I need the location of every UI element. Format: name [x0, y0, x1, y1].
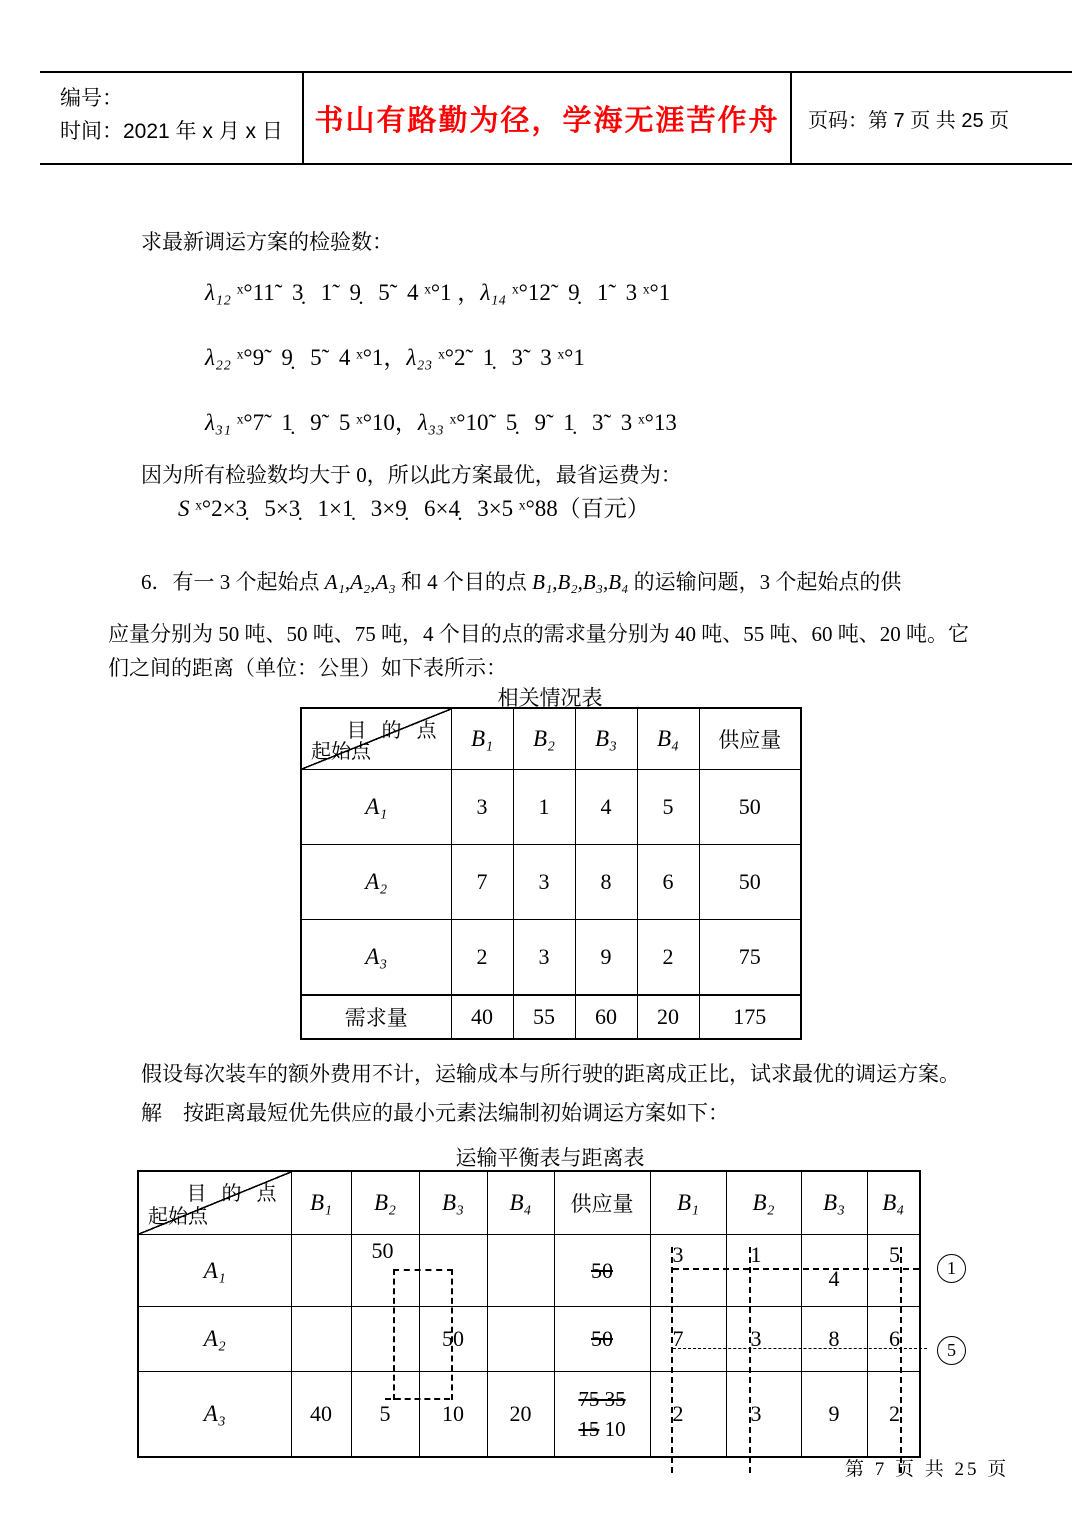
problem6-line-2: 应量分别为 50 吨、50 吨、75 吨，4 个目的点的需求量分别为 40 吨、55 吨、60 吨、20 吨。它: [108, 622, 969, 646]
table-cell: 5: [351, 1372, 419, 1458]
table-cell: 50: [699, 770, 801, 845]
distance-cell: 7: [650, 1307, 726, 1372]
table-cell: [487, 1307, 554, 1372]
col-header-supply: 供应量: [554, 1171, 650, 1235]
table1-title: 相关情况表: [497, 686, 603, 710]
circled-step-number-5: 5: [937, 1336, 966, 1365]
table-cell: 75: [699, 920, 801, 996]
table-cell: 10: [419, 1372, 487, 1458]
table-cell: 50: [351, 1235, 419, 1307]
table-row: [301, 845, 801, 920]
distance-cell: 6: [867, 1307, 920, 1372]
distance-dashed-horizontal-row2: [673, 1348, 927, 1349]
problem6-line-1: 6．有一 3 个起始点 A₁,A₂,A₃ 和 4 个目的点 B₁,B₂,B₃,B₄ 的运输问题，3 个起始点的供: [141, 570, 902, 594]
diagonal-header-cell: [138, 1171, 291, 1235]
table1-header-row: [301, 708, 801, 770]
problem6-line-3: 们之间的距离（单位：公里）如下表所示：: [108, 656, 507, 680]
col-header-supply: 供应量: [699, 708, 801, 770]
row-label-a1: A₁: [301, 770, 451, 845]
distance-cell: 9: [801, 1372, 867, 1458]
balance-distance-table-wrapper: [137, 1170, 956, 1450]
header-left-cell: [40, 73, 302, 163]
formula-line-3: λ₃₁ ˣ°7̃ 1̣ 9̃ 5 ˣ°10，λ₃₃ ˣ°10̃ 5̣ 9̃ 1̣ 3̃ 3 ˣ°13: [205, 410, 677, 435]
row-label-a2: A₂: [301, 845, 451, 920]
formula-line-2: λ₂₂ ˣ°9̃ 9̣ 5̃ 4 ˣ°1，λ₂₃ ˣ°2̃ 1̣ 3̃ 3 ˣ°1: [205, 345, 585, 370]
distance-dashed-vertical-1: [671, 1247, 673, 1473]
table-cell: 2: [451, 920, 513, 996]
table-cell: 20: [637, 995, 699, 1039]
table-row: [138, 1235, 920, 1307]
col-header-b1: B₁: [291, 1171, 351, 1235]
col-header-b1: B₁: [451, 708, 513, 770]
row-label-a3: A₃: [301, 920, 451, 996]
table-cell: 20: [487, 1372, 554, 1458]
supply-line-1: 75 35: [578, 1387, 626, 1411]
table-cell: 50: [699, 845, 801, 920]
supply-line-2: 15 10: [578, 1417, 626, 1441]
doc-number-label: 编号：: [60, 87, 123, 110]
col-header-dist-b1: B₁: [650, 1171, 726, 1235]
page-number-label: 页码：第 7 页 共 25 页: [808, 109, 1010, 132]
solve-paragraph: 解 按距离最短优先供应的最小元素法编制初始调运方案如下：: [141, 1101, 729, 1125]
conclusion-paragraph: 因为所有检验数均大于 0，所以此方案最优，最省运费为：: [141, 463, 682, 487]
related-situation-table: [300, 707, 802, 1040]
table-cell: 3: [513, 845, 575, 920]
distance-cell: 8: [801, 1307, 867, 1372]
table-cell: 5: [637, 770, 699, 845]
row-label-a1: A₁: [138, 1235, 291, 1307]
table-cell: 40: [291, 1372, 351, 1458]
distance-cell: [801, 1235, 867, 1307]
diag-label-origin: 起始点: [148, 1206, 208, 1228]
diag-label-destination: 目 的 点: [346, 720, 442, 742]
table-row: [138, 1372, 920, 1458]
table-cell: 2: [637, 920, 699, 996]
table-cell: 60: [575, 995, 637, 1039]
table-row: [138, 1307, 920, 1372]
page-footer: 第 7 页 共 25 页: [845, 1459, 1010, 1480]
distance-cell: 2: [650, 1372, 726, 1458]
supply-cell: [554, 1372, 650, 1458]
col-header-b2: B₂: [351, 1171, 419, 1235]
motto-text: 书山有路勤为径，学海无涯苦作舟: [302, 73, 792, 163]
distance-cell: 5: [867, 1235, 920, 1307]
table-cell: 6: [637, 845, 699, 920]
balance-loop-rectangle: [393, 1269, 453, 1400]
table-cell: 3: [513, 920, 575, 996]
table2-header-row: [138, 1171, 920, 1235]
table-cell: 40: [451, 995, 513, 1039]
table-row: [301, 770, 801, 845]
supply-cell: 50: [554, 1307, 650, 1372]
balance-loop-bottom-segment: [385, 1398, 450, 1400]
distance-dashed-vertical-2: [749, 1247, 751, 1473]
balance-distance-table: [137, 1170, 921, 1458]
page-header: [40, 71, 1072, 165]
table-cell: 175: [699, 995, 801, 1039]
distance-dashed-horizontal-row1: [673, 1268, 919, 1270]
col-header-b3: B₃: [575, 708, 637, 770]
doc-date-label: 时间：2021 年 x 月 x 日: [60, 120, 283, 143]
table1-demand-row: [301, 995, 801, 1039]
distance-value: 4: [828, 1266, 840, 1291]
table-cell: 50: [419, 1307, 487, 1372]
distance-cell: 1: [726, 1235, 801, 1307]
distance-cell: 2: [867, 1372, 920, 1458]
table-cell: 55: [513, 995, 575, 1039]
diag-label-destination: 目 的 点: [186, 1183, 282, 1205]
intro-paragraph: 求最新调运方案的检验数：: [141, 230, 393, 254]
table-cell: [487, 1235, 554, 1307]
diag-label-origin: 起始点: [311, 741, 371, 763]
table-cell: 3: [451, 770, 513, 845]
col-header-b3: B₃: [419, 1171, 487, 1235]
col-header-b2: B₂: [513, 708, 575, 770]
table-cell: 7: [451, 845, 513, 920]
row-label-demand: 需求量: [301, 995, 451, 1039]
row-label-a3: A₃: [138, 1372, 291, 1458]
col-header-b4: B₄: [487, 1171, 554, 1235]
distance-cell: 3: [650, 1235, 726, 1307]
formula-line-1: λ₁₂ ˣ°11̃ 3̣ 1̃ 9̣ 5̃ 4 ˣ°1 ，λ₁₄ ˣ°12̃ 9̣ 1̃ 3 ˣ°1: [205, 280, 671, 305]
table-cell: 4: [575, 770, 637, 845]
table-cell: [291, 1235, 351, 1307]
row-label-a2: A₂: [138, 1307, 291, 1372]
col-header-dist-b2: B₂: [726, 1171, 801, 1235]
supply-cell: 50: [554, 1235, 650, 1307]
cost-formula: S ˣ°2×3̣ 5×3̣ 1×1̣ 3×9̣ 6×4̣ 3×5 ˣ°88（百元）: [178, 496, 650, 521]
table-cell: [291, 1307, 351, 1372]
table-cell: 1: [513, 770, 575, 845]
col-header-b4: B₄: [637, 708, 699, 770]
distance-cell: 3: [726, 1307, 801, 1372]
table-cell: 9: [575, 920, 637, 996]
table-cell: 8: [575, 845, 637, 920]
col-header-dist-b4: B₄: [867, 1171, 920, 1235]
circled-step-number-1: 1: [937, 1254, 966, 1283]
assumption-paragraph: 假设每次装车的额外费用不计，运输成本与所行驶的距离成正比，试求最优的调运方案。: [141, 1062, 960, 1086]
table2-title: 运输平衡表与距离表: [455, 1146, 645, 1170]
distance-cell: 3: [726, 1372, 801, 1458]
diagonal-header-cell: [301, 708, 451, 770]
table-row: [301, 920, 801, 996]
distance-dashed-vertical-3: [900, 1247, 902, 1473]
col-header-dist-b3: B₃: [801, 1171, 867, 1235]
